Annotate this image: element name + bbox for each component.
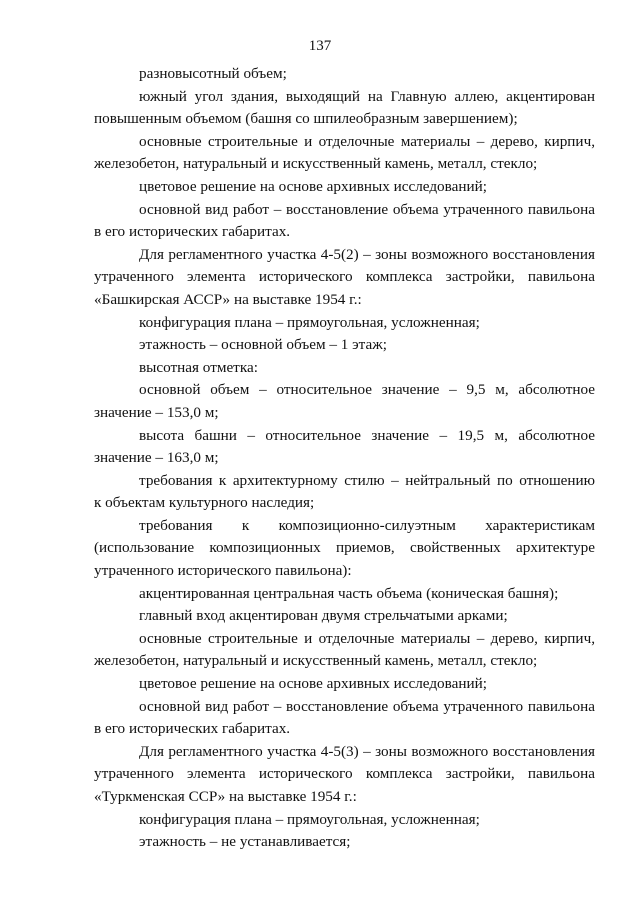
paragraph — [94, 696, 595, 741]
paragraph — [94, 312, 595, 335]
document-body — [94, 63, 595, 854]
paragraph — [94, 199, 595, 244]
paragraph — [94, 809, 595, 832]
paragraph-line: к объектам культурного наследия; — [94, 494, 315, 512]
paragraph — [94, 379, 595, 424]
paragraph-line: цветовое решение на основе архивных исследований; — [139, 675, 487, 693]
paragraph-line: разновысотный объем; — [139, 65, 287, 82]
paragraph-line: основной вид работ – восстановление объема утраченного павильона — [139, 697, 595, 715]
paragraph-line: конфигурация плана – прямоугольная, усложненная; — [139, 313, 480, 331]
paragraph-line: высота башни – относительное значение – 19,5 м, абсолютное — [139, 426, 595, 444]
paragraph-line: утраченного элемента исторического комплекса застройки, павильона — [94, 268, 595, 286]
paragraph-line: акцентированная центральная часть объема (коническая башня); — [139, 584, 559, 602]
paragraph — [94, 425, 595, 470]
paragraph-line: Для регламентного участка 4-5(2) – зоны возможного восстановления — [139, 245, 595, 263]
paragraph-line: железобетон, натуральный и искусственный камень, металл, стекло; — [94, 652, 538, 670]
paragraph-line: основной объем – относительное значение – 9,5 м, абсолютное — [139, 381, 595, 399]
paragraph-line: основной вид работ – восстановление объема утраченного павильона — [139, 200, 595, 218]
paragraph — [94, 63, 595, 86]
paragraph-line: конфигурация плана – прямоугольная, усложненная; — [139, 810, 480, 828]
paragraph-line: требования к архитектурному стилю – нейтральный по отношению — [139, 471, 595, 489]
paragraph — [94, 673, 595, 696]
paragraph-line: основные строительные и отделочные материалы – дерево, кирпич, — [139, 629, 595, 647]
paragraph — [94, 86, 595, 131]
paragraph-line: повышенным объемом (башня со шпилеобразным завершением); — [94, 110, 518, 128]
paragraph — [94, 583, 595, 606]
paragraph-line: (использование композиционных приемов, свойственных архитектуре — [94, 539, 595, 557]
paragraph-line: цветовое решение на основе архивных исследований; — [139, 177, 487, 195]
paragraph-line: этажность – основной объем – 1 этаж; — [139, 336, 387, 354]
paragraph — [94, 831, 595, 854]
paragraph-line: утраченного элемента исторического комплекса застройки, павильона — [94, 765, 595, 783]
paragraph-line: южный угол здания, выходящий на Главную аллею, акцентирован — [139, 87, 595, 105]
paragraph-line: высотная отметка: — [139, 358, 258, 376]
paragraph-line: утраченного исторического павильона): — [94, 562, 352, 580]
paragraph-line: этажность – не устанавливается; — [139, 833, 351, 851]
paragraph-line: в его исторических габаритах. — [94, 223, 291, 241]
paragraph — [94, 605, 595, 628]
paragraph — [94, 131, 595, 176]
page-number: 137 — [308, 38, 332, 54]
paragraph-line: главный вход акцентирован двумя стрельчатыми арками; — [139, 607, 508, 625]
paragraph-line: основные строительные и отделочные материалы – дерево, кирпич, — [139, 132, 595, 150]
paragraph-line: Для регламентного участка 4-5(3) – зоны возможного восстановления — [139, 742, 595, 760]
paragraph — [94, 515, 595, 583]
paragraph-line: требования к композиционно-силуэтным характеристикам — [139, 516, 595, 534]
paragraph — [94, 741, 595, 809]
paragraph-line: «Туркменская ССР» на выставке 1954 г.: — [94, 788, 357, 805]
paragraph-line: значение – 153,0 м; — [94, 403, 219, 421]
paragraph — [94, 334, 595, 357]
paragraph — [94, 470, 595, 515]
paragraph-line: железобетон, натуральный и искусственный камень, металл, стекло; — [94, 155, 538, 173]
paragraph-line: «Башкирская АССР» на выставке 1954 г.: — [94, 290, 362, 308]
paragraph — [94, 357, 595, 380]
paragraph-line: значение – 163,0 м; — [94, 449, 219, 467]
paragraph-line: в его исторических габаритах. — [94, 720, 291, 738]
paragraph — [94, 244, 595, 312]
paragraph — [94, 628, 595, 673]
paragraph — [94, 176, 595, 199]
